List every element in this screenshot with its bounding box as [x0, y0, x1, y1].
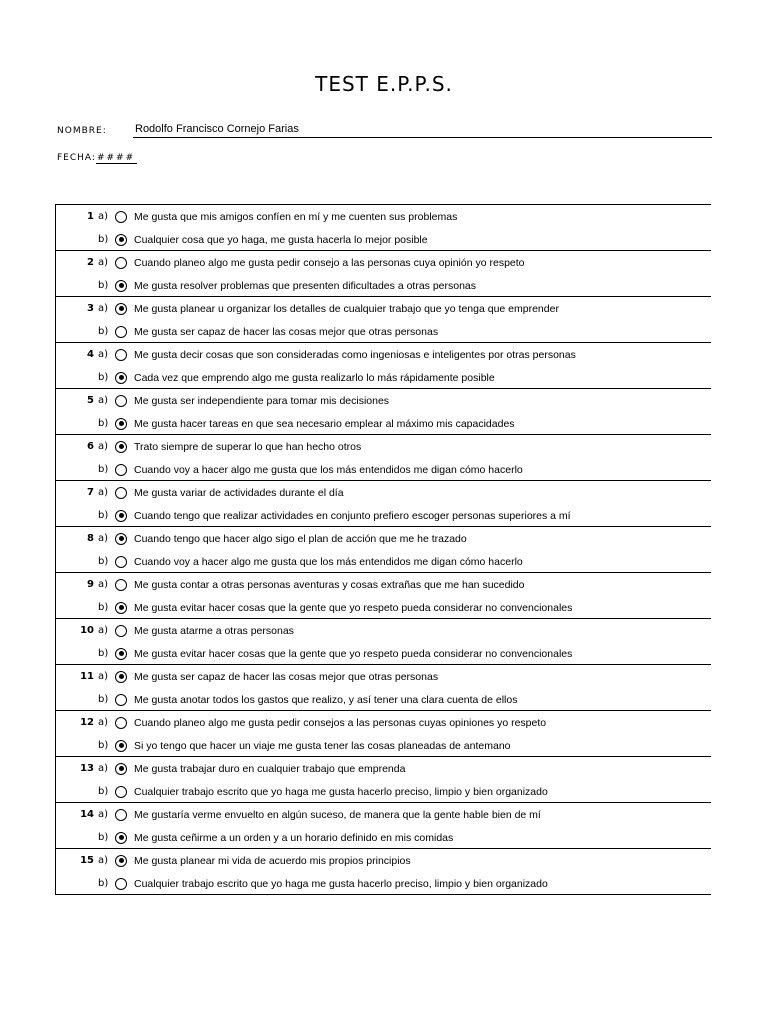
radio-button-b[interactable] — [115, 786, 127, 798]
question-number: 14 — [80, 809, 94, 820]
option-row-b[interactable] — [56, 366, 711, 389]
option-letter: b) — [98, 556, 109, 567]
option-row-b[interactable] — [56, 274, 711, 297]
radio-button-b[interactable] — [115, 556, 127, 568]
option-letter: b) — [98, 510, 109, 521]
question-block — [56, 251, 711, 297]
option-letter: a) — [98, 855, 109, 866]
option-row-b[interactable] — [56, 734, 711, 757]
option-text: Trato siempre de superar lo que han hecho otros — [134, 440, 362, 453]
option-text: Cuando tengo que hacer algo sigo el plan de acción que me he trazado — [134, 532, 467, 545]
option-text: Me gusta evitar hacer cosas que la gente que yo respeto pueda considerar no convencionales — [134, 647, 573, 660]
option-row-b[interactable] — [56, 688, 711, 711]
radio-button-a[interactable] — [115, 257, 127, 269]
option-text: Cuando tengo que realizar actividades en conjunto prefiero escoger personas superiores a mí — [134, 509, 571, 522]
question-number: 7 — [87, 487, 94, 498]
question-block — [56, 757, 711, 803]
option-row-b[interactable] — [56, 320, 711, 343]
option-row-a[interactable] — [56, 757, 711, 780]
question-block — [56, 573, 711, 619]
option-text: Me gusta planear mi vida de acuerdo mis propios principios — [134, 854, 411, 867]
radio-button-b[interactable] — [115, 602, 127, 614]
radio-button-b[interactable] — [115, 878, 127, 890]
radio-button-b[interactable] — [115, 418, 127, 430]
option-row-a[interactable] — [56, 573, 711, 596]
option-text: Cuando planeo algo me gusta pedir consejos a las personas cuyas opiniones yo respeto — [134, 716, 547, 729]
radio-button-b[interactable] — [115, 648, 127, 660]
option-text: Me gusta evitar hacer cosas que la gente que yo respeto pueda considerar no convencionales — [134, 601, 573, 614]
option-letter: a) — [98, 533, 109, 544]
option-letter: b) — [98, 418, 109, 429]
radio-button-a[interactable] — [115, 809, 127, 821]
option-text: Si yo tengo que hacer un viaje me gusta tener las cosas planeadas de antemano — [134, 739, 511, 752]
option-letter: a) — [98, 717, 109, 728]
option-letter: a) — [98, 395, 109, 406]
option-text: Me gusta ceñirme a un orden y a un horario definido en mis comidas — [134, 831, 454, 844]
question-number: 13 — [80, 763, 94, 774]
radio-button-a[interactable] — [115, 487, 127, 499]
fecha-label: FECHA: — [57, 153, 96, 163]
option-row-b[interactable] — [56, 872, 711, 895]
option-letter: b) — [98, 602, 109, 613]
option-row-a[interactable] — [56, 803, 711, 826]
question-block — [56, 389, 711, 435]
radio-button-b[interactable] — [115, 326, 127, 338]
option-text: Me gusta decir cosas que son consideradas como ingeniosas e inteligentes por otras personas — [134, 348, 576, 361]
option-letter: a) — [98, 763, 109, 774]
question-number: 3 — [87, 303, 94, 314]
option-letter: b) — [98, 464, 109, 475]
option-text: Cualquier cosa que yo haga, me gusta hacerla lo mejor posible — [134, 233, 428, 246]
nombre-label: NOMBRE: — [57, 126, 107, 136]
questions-table — [55, 204, 711, 895]
radio-button-a[interactable] — [115, 349, 127, 361]
option-row-a[interactable] — [56, 343, 711, 366]
option-row-a[interactable] — [56, 711, 711, 734]
option-letter: a) — [98, 579, 109, 590]
option-letter: a) — [98, 487, 109, 498]
option-text: Me gusta variar de actividades durante el día — [134, 486, 344, 499]
option-text: Me gusta que mis amigos confíen en mí y me cuenten sus problemas — [134, 210, 458, 223]
option-letter: b) — [98, 832, 109, 843]
fecha-field[interactable]: #### — [96, 153, 136, 163]
nombre-field[interactable]: Rodolfo Francisco Cornejo Farias — [135, 123, 299, 135]
option-letter: b) — [98, 786, 109, 797]
radio-button-b[interactable] — [115, 694, 127, 706]
option-text: Me gusta planear u organizar los detalles de cualquier trabajo que yo tenga que emprender — [134, 302, 559, 315]
radio-button-a[interactable] — [115, 671, 127, 683]
radio-button-a[interactable] — [115, 441, 127, 453]
option-letter: b) — [98, 878, 109, 889]
radio-button-b[interactable] — [115, 464, 127, 476]
option-letter: b) — [98, 694, 109, 705]
option-letter: a) — [98, 211, 109, 222]
option-text: Me gusta ser independiente para tomar mis decisiones — [134, 394, 390, 407]
option-letter: a) — [98, 671, 109, 682]
option-row-b[interactable] — [56, 642, 711, 665]
question-number: 15 — [80, 855, 94, 866]
radio-button-b[interactable] — [115, 234, 127, 246]
option-text: Me gusta resolver problemas que presenten dificultades a otras personas — [134, 279, 477, 292]
question-number: 4 — [87, 349, 94, 360]
question-number: 2 — [87, 257, 94, 268]
radio-button-a[interactable] — [115, 211, 127, 223]
question-block — [56, 665, 711, 711]
radio-button-b[interactable] — [115, 510, 127, 522]
option-row-a[interactable] — [56, 389, 711, 412]
question-block — [56, 205, 711, 251]
radio-button-a[interactable] — [115, 579, 127, 591]
question-block — [56, 435, 711, 481]
question-block — [56, 481, 711, 527]
question-block — [56, 527, 711, 573]
question-block — [56, 297, 711, 343]
option-letter: b) — [98, 740, 109, 751]
option-text: Cuando planeo algo me gusta pedir consejo a las personas cuya opinión yo respeto — [134, 256, 525, 269]
option-row-b[interactable] — [56, 780, 711, 803]
option-text: Me gusta hacer tareas en que sea necesario emplear al máximo mis capacidades — [134, 417, 515, 430]
option-letter: a) — [98, 349, 109, 360]
radio-button-a[interactable] — [115, 533, 127, 545]
option-row-b[interactable] — [56, 826, 711, 849]
page-title: TEST E.P.P.S. — [315, 72, 453, 96]
option-text: Cuando voy a hacer algo me gusta que los más entendidos me digan cómo hacerlo — [134, 463, 523, 476]
option-row-a[interactable] — [56, 435, 711, 458]
option-letter: a) — [98, 441, 109, 452]
radio-button-a[interactable] — [115, 717, 127, 729]
option-text: Me gusta trabajar duro en cualquier trabajo que emprenda — [134, 762, 406, 775]
option-text: Cada vez que emprendo algo me gusta realizarlo lo más rápidamente posible — [134, 371, 495, 384]
option-text: Cualquier trabajo escrito que yo haga me gusta hacerlo preciso, limpio y bien organizado — [134, 877, 548, 890]
radio-button-b[interactable] — [115, 740, 127, 752]
radio-button-b[interactable] — [115, 372, 127, 384]
option-letter: a) — [98, 257, 109, 268]
option-row-a[interactable] — [56, 849, 711, 872]
radio-button-b[interactable] — [115, 832, 127, 844]
option-letter: b) — [98, 234, 109, 245]
radio-button-a[interactable] — [115, 763, 127, 775]
radio-button-a[interactable] — [115, 395, 127, 407]
radio-button-b[interactable] — [115, 280, 127, 292]
question-number: 12 — [80, 717, 94, 728]
question-block — [56, 849, 711, 895]
option-row-a[interactable] — [56, 527, 711, 550]
option-letter: b) — [98, 280, 109, 291]
option-row-b[interactable] — [56, 228, 711, 251]
option-letter: a) — [98, 303, 109, 314]
question-number: 1 — [87, 211, 94, 222]
option-text: Me gusta ser capaz de hacer las cosas mejor que otras personas — [134, 325, 439, 338]
option-row-b[interactable] — [56, 596, 711, 619]
option-text: Cualquier trabajo escrito que yo haga me gusta hacerlo preciso, limpio y bien organizado — [134, 785, 548, 798]
option-row-b[interactable] — [56, 504, 711, 527]
option-row-a[interactable] — [56, 251, 711, 274]
option-text: Me gustaría verme envuelto en algún suceso, de manera que la gente hable bien de mí — [134, 808, 541, 821]
option-text: Me gusta ser capaz de hacer las cosas mejor que otras personas — [134, 670, 439, 683]
option-letter: b) — [98, 372, 109, 383]
radio-button-a[interactable] — [115, 303, 127, 315]
option-letter: b) — [98, 648, 109, 659]
option-row-a[interactable] — [56, 481, 711, 504]
question-number: 6 — [87, 441, 94, 452]
option-letter: a) — [98, 809, 109, 820]
option-row-b[interactable] — [56, 412, 711, 435]
question-number: 5 — [87, 395, 94, 406]
question-number: 11 — [80, 671, 94, 682]
question-block — [56, 803, 711, 849]
option-text: Me gusta contar a otras personas aventuras y cosas extrañas que me han sucedido — [134, 578, 525, 591]
option-text: Cuando voy a hacer algo me gusta que los más entendidos me digan cómo hacerlo — [134, 555, 523, 568]
option-row-b[interactable] — [56, 458, 711, 481]
nombre-underline — [133, 137, 712, 138]
option-row-b[interactable] — [56, 550, 711, 573]
radio-button-a[interactable] — [115, 855, 127, 867]
option-row-a[interactable] — [56, 665, 711, 688]
question-number: 10 — [80, 625, 94, 636]
question-number: 8 — [87, 533, 94, 544]
option-row-a[interactable] — [56, 297, 711, 320]
option-text: Me gusta anotar todos los gastos que realizo, y así tener una clara cuenta de ellos — [134, 693, 518, 706]
question-number: 9 — [87, 579, 94, 590]
option-letter: a) — [98, 625, 109, 636]
question-block — [56, 711, 711, 757]
question-block — [56, 619, 711, 665]
option-row-a[interactable] — [56, 619, 711, 642]
option-letter: b) — [98, 326, 109, 337]
option-row-a[interactable] — [56, 205, 711, 228]
question-block — [56, 343, 711, 389]
radio-button-a[interactable] — [115, 625, 127, 637]
fecha-row — [57, 153, 137, 163]
option-text: Me gusta atarme a otras personas — [134, 624, 294, 637]
